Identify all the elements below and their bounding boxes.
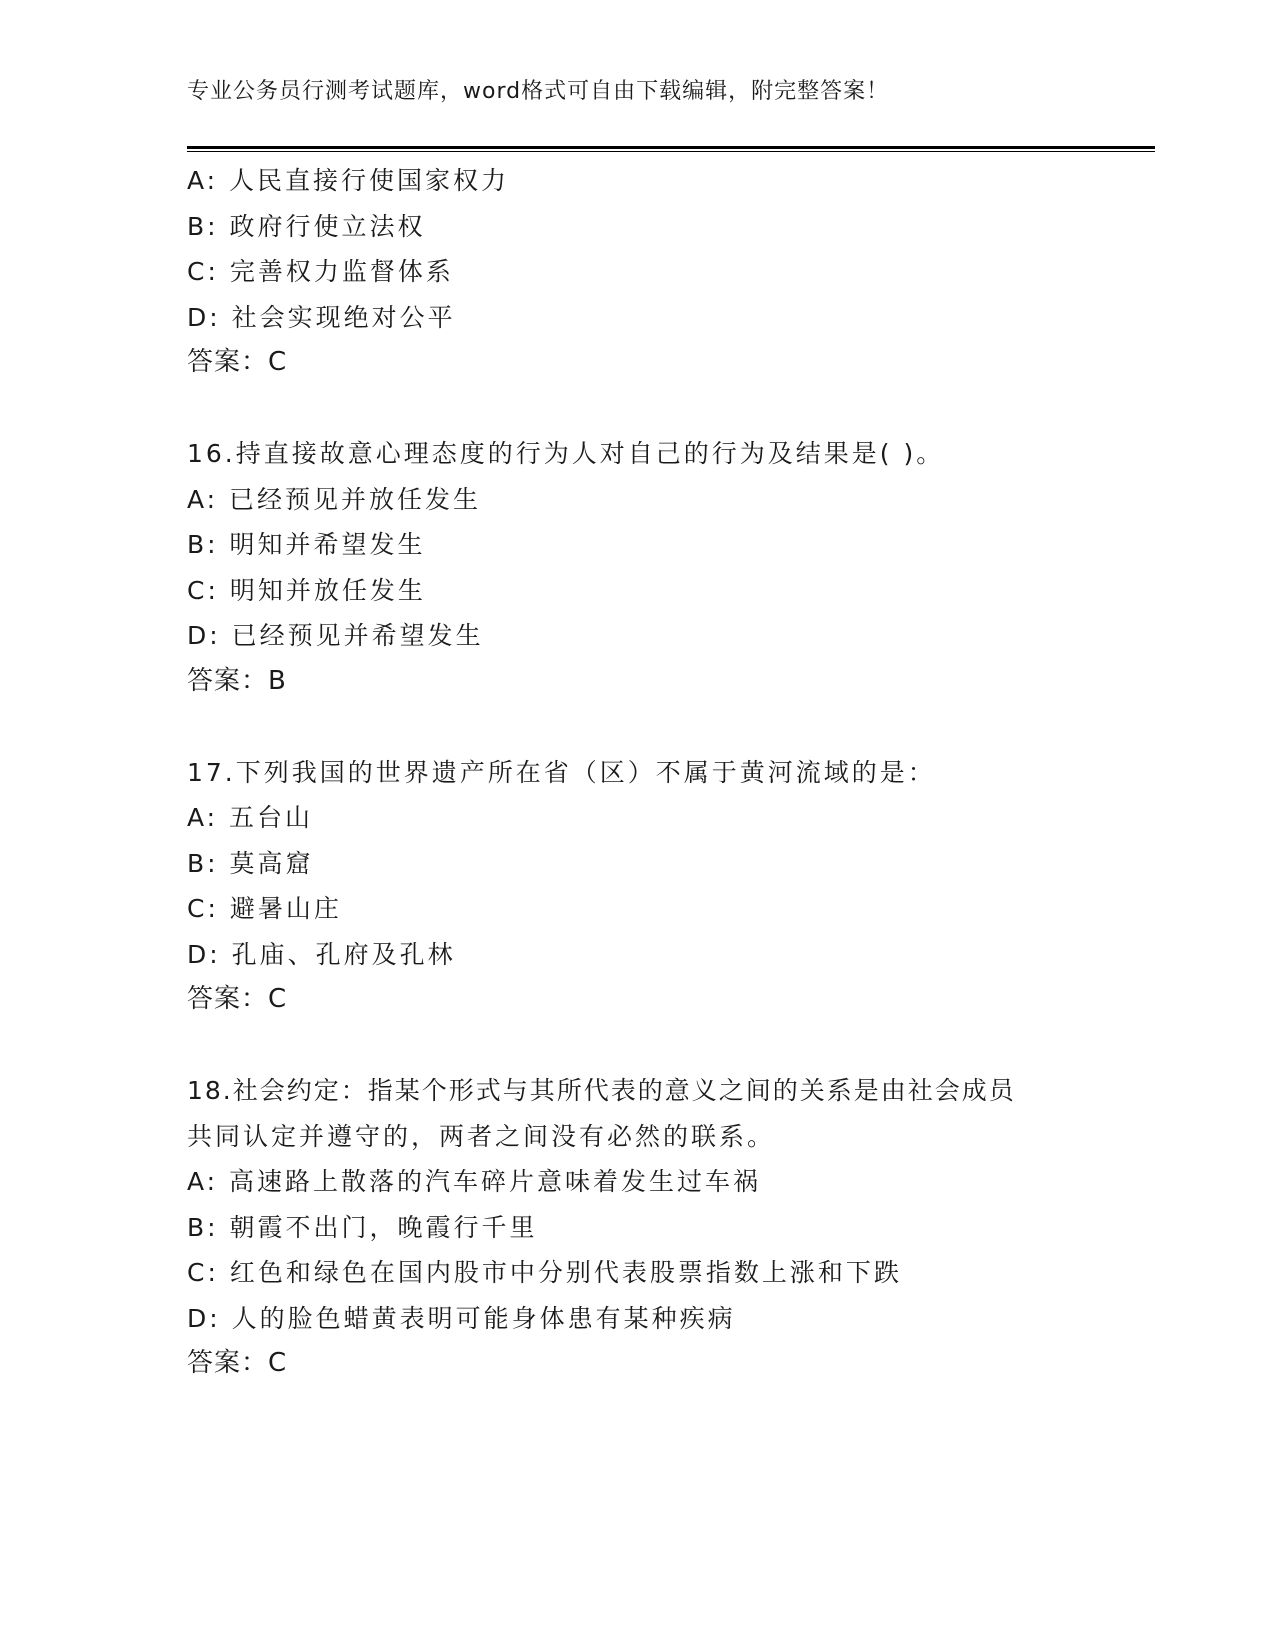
option-a: A: 高速路上散落的汽车碎片意味着发生过车祸	[187, 1167, 762, 1196]
option-a: A: 人民直接行使国家权力	[187, 166, 510, 195]
question-text-continued: 共同认定并遵守的，两者之间没有必然的联系。	[187, 1121, 776, 1151]
option-c: C: 明知并放任发生	[187, 575, 426, 605]
option-c: C: 避暑山庄	[187, 894, 342, 923]
question-list	[187, 158, 1087, 1387]
question-block	[187, 1068, 1087, 1387]
block-spacer	[187, 704, 1087, 750]
option-d: D: 已经预见并希望发生	[187, 621, 484, 650]
option-b: B: 朝霞不出门，晚霞行千里	[187, 1212, 538, 1242]
header-rule-thick	[187, 146, 1155, 149]
option-b: B: 莫高窟	[187, 848, 314, 878]
question-text: 16.持直接故意心理态度的行为人对自己的行为及结果是( )。	[187, 439, 945, 468]
block-spacer	[187, 1023, 1087, 1069]
option-d: D: 社会实现绝对公平	[187, 302, 456, 332]
option-c: C: 完善权力监督体系	[187, 257, 454, 286]
header-rule-thin	[187, 151, 1155, 152]
option-b: B: 明知并希望发生	[187, 530, 426, 559]
option-a: A: 五台山	[187, 803, 314, 832]
question-text: 17.下列我国的世界遗产所在省（区）不属于黄河流域的是：	[187, 757, 936, 787]
answer-line: 答案：C	[187, 347, 288, 377]
option-d: D: 孔庙、孔府及孔林	[187, 939, 456, 969]
option-c: C: 红色和绿色在国内股市中分别代表股票指数上涨和下跌	[187, 1258, 902, 1287]
page-header: 专业公务员行测考试题库，word格式可自由下载编辑，附完整答案！	[187, 79, 890, 104]
option-a: A: 已经预见并放任发生	[187, 484, 482, 514]
question-block	[187, 750, 1087, 1023]
option-d: D: 人的脸色蜡黄表明可能身体患有某种疾病	[187, 1303, 736, 1333]
question-block	[187, 431, 1087, 704]
answer-line: 答案：C	[187, 1348, 288, 1378]
answer-line: 答案：B	[187, 665, 287, 696]
header-rule	[187, 146, 1155, 152]
option-b: B: 政府行使立法权	[187, 211, 426, 241]
question-block	[187, 158, 1087, 386]
block-spacer	[187, 386, 1087, 432]
answer-line: 答案：C	[187, 984, 288, 1014]
question-text: 18.社会约定：指某个形式与其所代表的意义之间的关系是由社会成员	[187, 1076, 1016, 1105]
